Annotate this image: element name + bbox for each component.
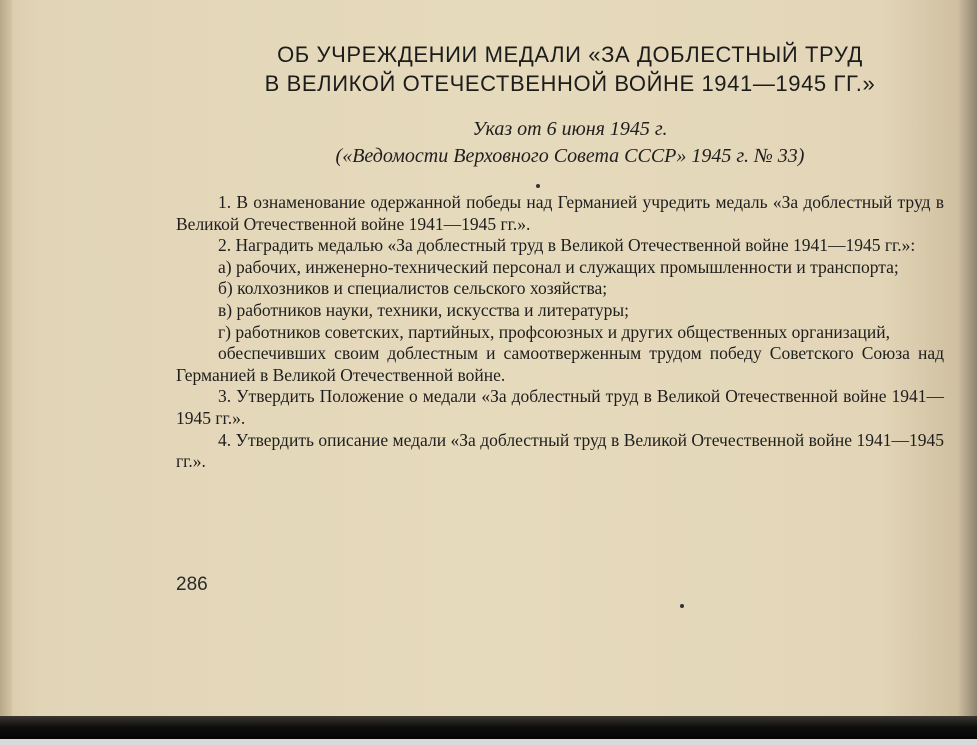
source-line: («Ведомости Верховного Совета СССР» 1945 г. № 33): [335, 145, 805, 167]
paragraph-clause: обеспечивших своим доблестным и самоотверженным трудом победу Советского Союза над Германией в Великой Отечественной войне.: [176, 343, 944, 385]
paragraph-3: 3. Утвердить Положение о медали «За доблестный труд в Великой Отечественной войне 1941—1945 гг.».: [176, 386, 944, 428]
list-item-b: б) колхозников и специалистов сельского хозяйства;: [218, 278, 608, 299]
decree-body: [176, 192, 944, 473]
ink-speck: [536, 184, 540, 188]
paragraph-2: 2. Наградить медалью «За доблестный труд в Великой Отечественной войне 1941—1945 гг.»:: [218, 235, 916, 256]
decree-line: Указ от 6 июня 1945 г.: [472, 118, 668, 140]
scan-border-strip: [0, 739, 977, 745]
page-number: 286: [176, 574, 208, 595]
title-line-2: В ВЕЛИКОЙ ОТЕЧЕСТВЕННОЙ ВОЙНЕ 1941—1945 ГГ.»: [264, 71, 876, 96]
page-spine-shadow: [0, 0, 12, 728]
list-item-a: а) рабочих, инженерно-технический персонал и служащих промышленности и транспорта;: [218, 256, 899, 277]
ink-speck: [680, 604, 684, 608]
paragraph-4: 4. Утвердить описание медали «За доблестный труд в Великой Отечественной войне 1941—1945 гг.».: [176, 429, 944, 472]
scan-bottom-edge: [0, 716, 977, 745]
list-item-g: г) работников советских, партийных, профсоюзных и других общественных организаций,: [218, 321, 890, 342]
document-title: [200, 40, 940, 98]
paragraph-1: 1. В ознаменование одержанной победы над Германией учредить медаль «За доблестный труд в Великой Отечественной войне 1941—1945 гг.».: [176, 192, 944, 234]
title-line-1: ОБ УЧРЕЖДЕНИИ МЕДАЛИ «ЗА ДОБЛЕСТНЫЙ ТРУД: [277, 42, 863, 67]
list-item-v: в) работников науки, техники, искусства и литературы;: [218, 299, 630, 320]
